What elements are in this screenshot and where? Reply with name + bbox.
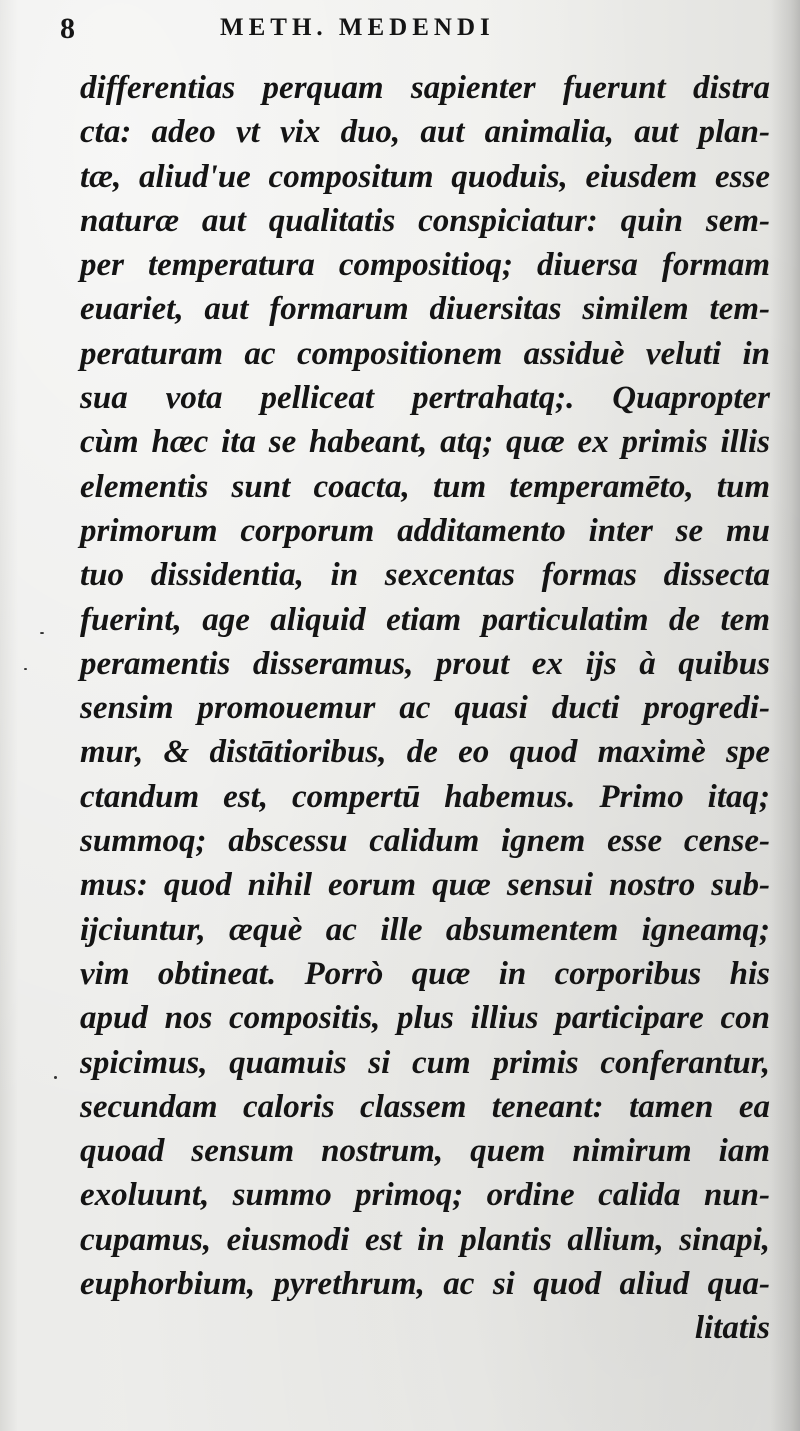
- text-line: vim obtineat. Porrò quæ in corporibus his: [80, 955, 770, 992]
- catchword: litatis: [694, 1310, 770, 1347]
- text-line: peraturam ac compositionem assiduè veluti in: [80, 335, 770, 372]
- text-line: tæ, aliud'ue compositum quoduis, eiusdem esse: [80, 158, 770, 195]
- text-line: sua vota pelliceat pertrahatq;. Quapropter: [80, 380, 770, 417]
- text-line: spicimus, quamuis si cum primis conferantur,: [80, 1044, 770, 1081]
- ink-speck: [40, 632, 44, 634]
- text-line: summoq; abscessu calidum ignem esse cense-: [80, 823, 770, 860]
- ink-speck: [24, 668, 27, 670]
- text-line: per temperatura compositioq; diuersa formam: [80, 247, 770, 284]
- text-line: cupamus, eiusmodi est in plantis allium, sinapi,: [80, 1221, 770, 1258]
- page-edge-shadow: [770, 0, 800, 1431]
- page-number: 8: [60, 12, 75, 45]
- text-line: naturæ aut qualitatis conspiciatur: quin sem-: [80, 202, 770, 239]
- text-line: cùm hæc ita se habeant, atq; quæ ex primis illis: [80, 424, 770, 461]
- body-text: [80, 66, 770, 1351]
- text-line: cta: adeo vt vix duo, aut animalia, aut plan-: [80, 114, 770, 151]
- text-line: mur, & distātioribus, de eo quod maximè spe: [80, 734, 770, 771]
- text-line: mus: quod nihil eorum quæ sensui nostro sub-: [80, 867, 770, 904]
- text-line: primorum corporum additamento inter se mu: [80, 512, 770, 549]
- text-line: differentias perquam sapienter fuerunt distra: [80, 70, 770, 106]
- page-header: [60, 12, 760, 52]
- text-line: euariet, aut formarum diuersitas similem tem-: [80, 291, 770, 328]
- text-line: fuerint, age aliquid etiam particulatim de tem: [80, 601, 770, 638]
- text-line: secundam caloris classem teneant: tamen ea: [80, 1088, 770, 1125]
- text-line: ijciuntur, æquè ac ille absumentem igneamq;: [80, 911, 770, 948]
- text-line: sensim promouemur ac quasi ducti progredi-: [80, 690, 770, 727]
- text-line: exoluunt, summo primoq; ordine calida nun-: [80, 1177, 770, 1214]
- running-head: METH. MEDENDI: [220, 14, 495, 41]
- ink-speck: [54, 1076, 57, 1079]
- text-line: euphorbium, pyrethrum, ac si quod aliud qua-: [80, 1266, 770, 1303]
- text-line: ctandum est, compertū habemus. Primo itaq;: [80, 778, 770, 815]
- text-line: apud nos compositis, plus illius participare con: [80, 1000, 770, 1037]
- text-line: elementis sunt coacta, tum temperamēto, tum: [80, 468, 770, 505]
- text-line: peramentis disseramus, prout ex ijs à quibus: [80, 645, 770, 682]
- text-line: quoad sensum nostrum, quem nimirum iam: [80, 1133, 770, 1170]
- text-line: tuo dissidentia, in sexcentas formas dissecta: [80, 557, 770, 594]
